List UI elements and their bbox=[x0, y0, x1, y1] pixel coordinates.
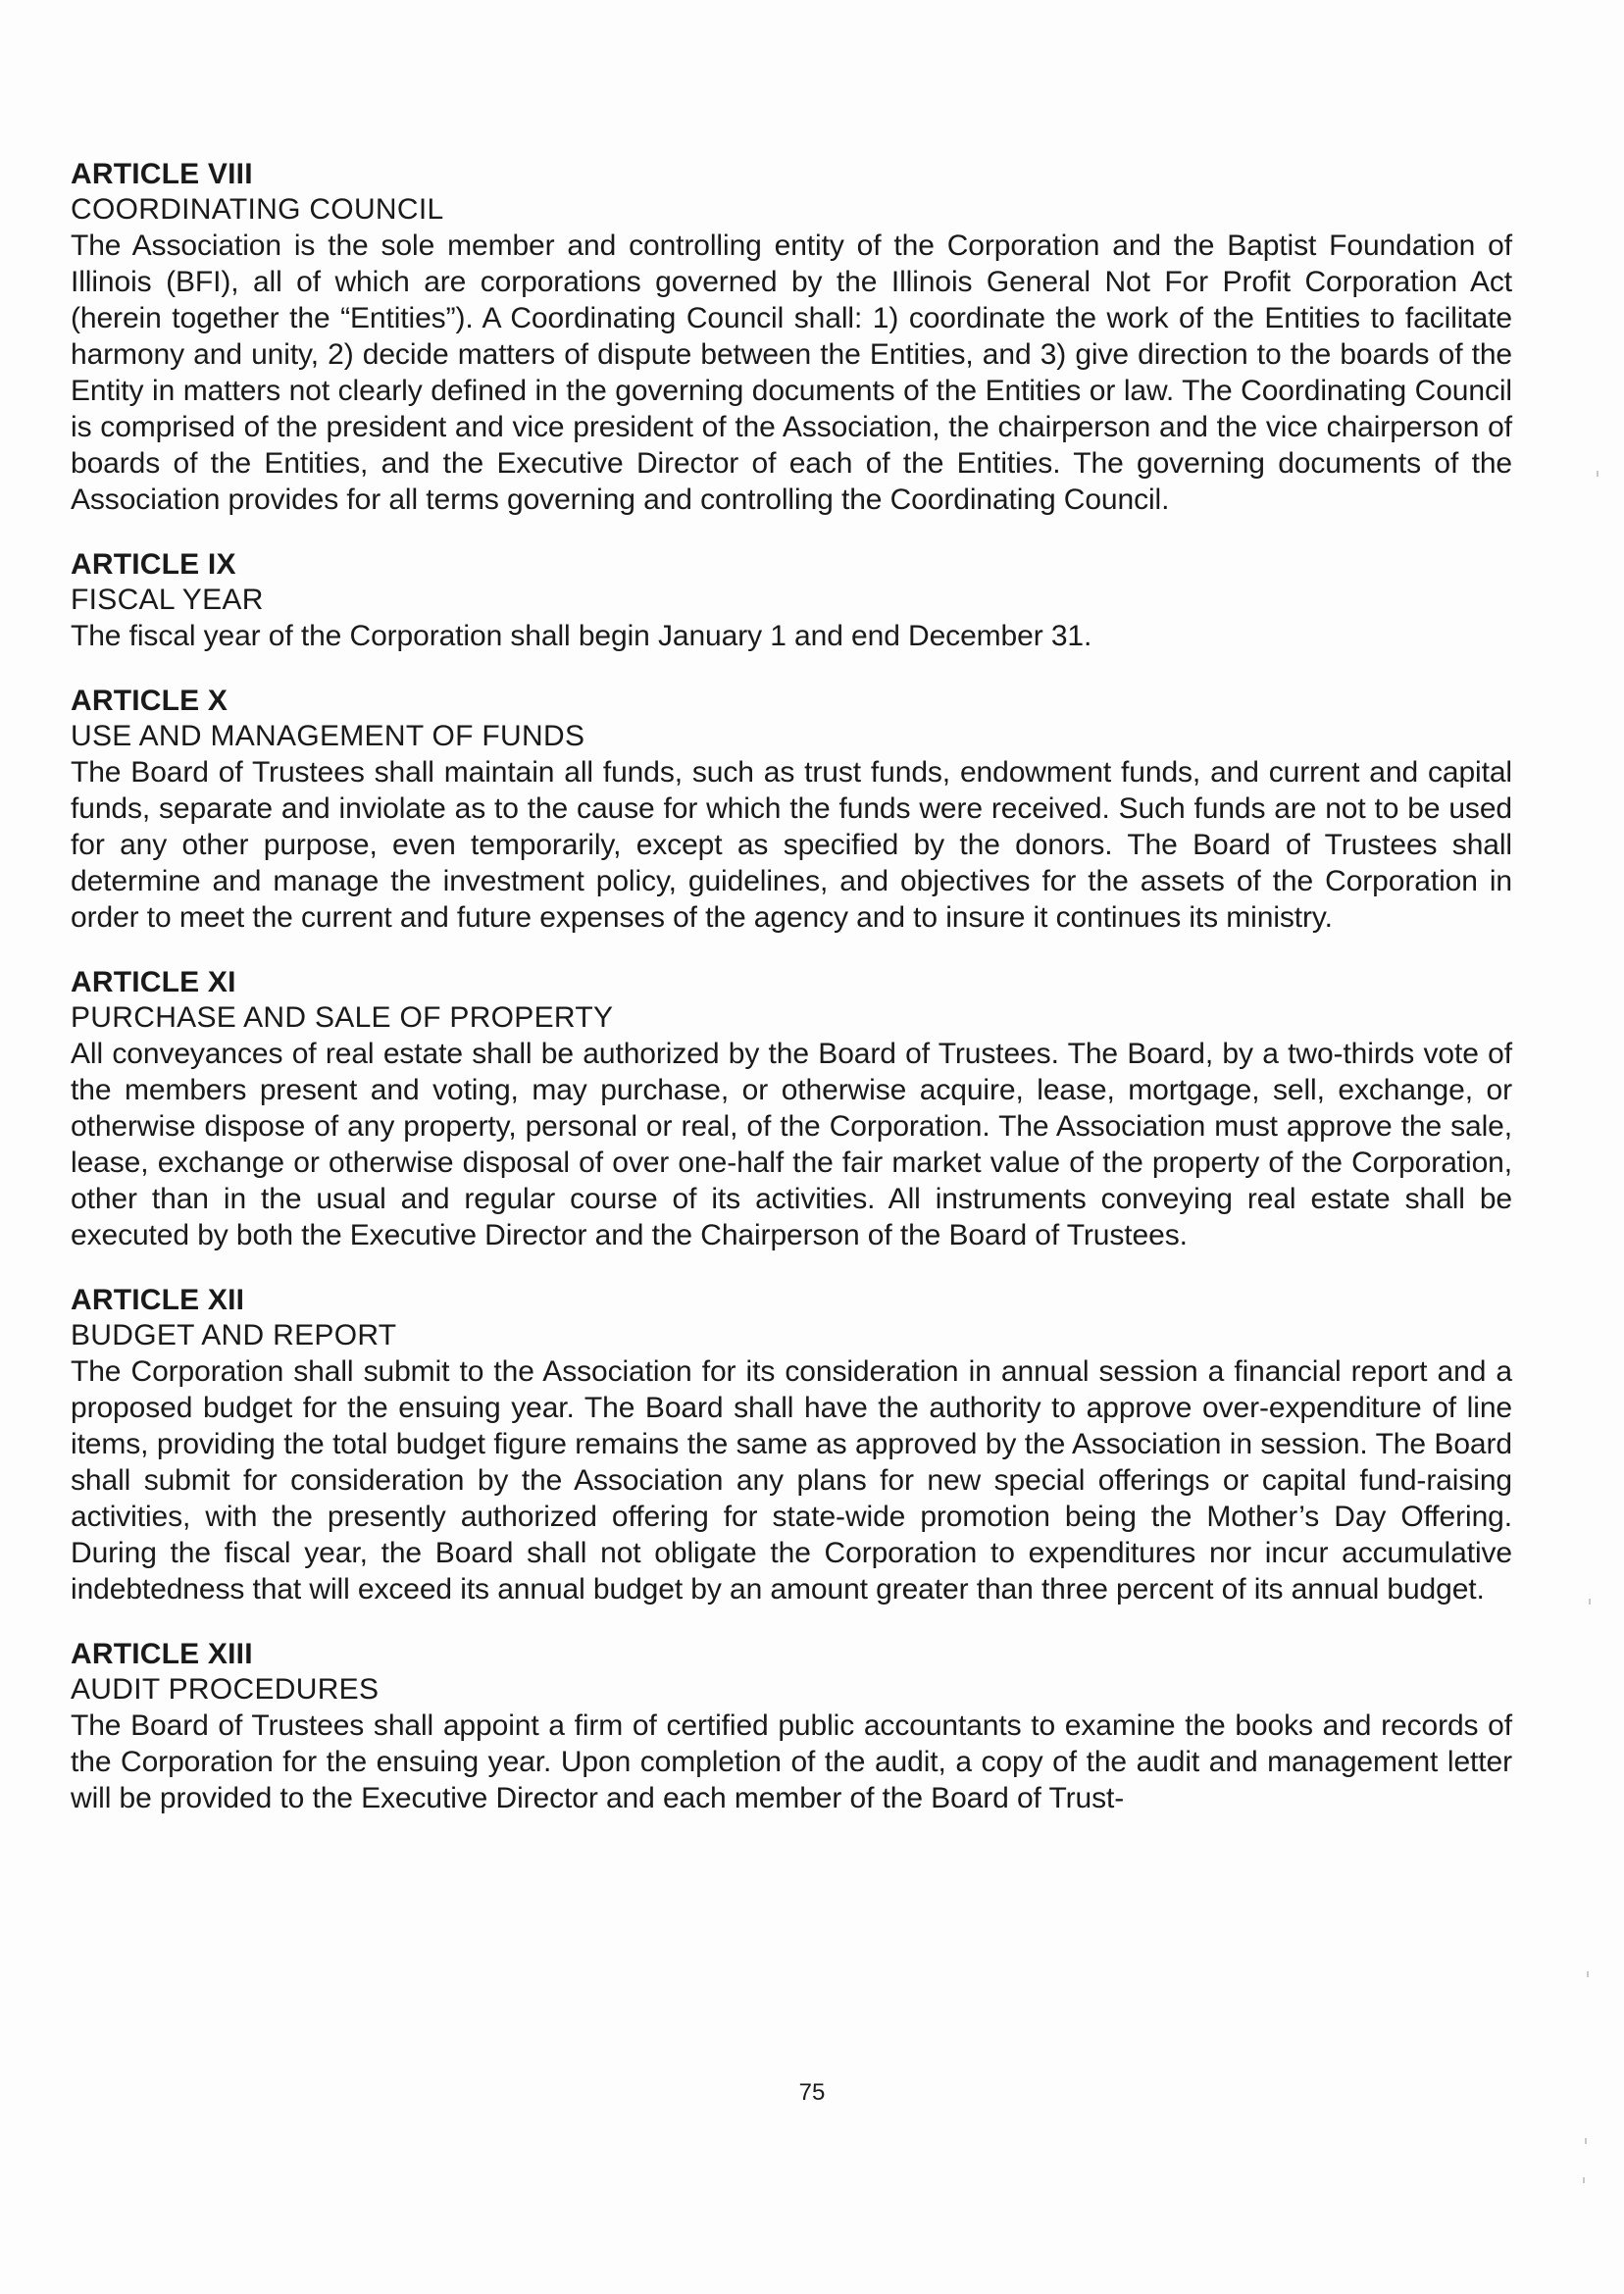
article-title: AUDIT PROCEDURES bbox=[71, 1673, 380, 1706]
article-number: ARTICLE VIII bbox=[71, 158, 253, 190]
article-body: All conveyances of real estate shall be authorized by the Board of Trustees. The Board, by a two-thirds vote of the members present and voting, may purchase, or otherwise acquire, lease, mortgage, sell, exchange, or otherwise dispose of any property, personal or real, of the Corporation. The Association must approve the sale, lease, exchange or otherwise disposal of over one-half the fair market value of the property of the Corporation, other than in the usual and regular course of its activities. All instruments conveying real estate shall be executed by both the Executive Director and the Chairperson of the Board of Trustees. bbox=[71, 1038, 1512, 1251]
article-ix bbox=[71, 547, 1512, 654]
article-number: ARTICLE IX bbox=[71, 548, 236, 581]
scan-speck bbox=[1597, 471, 1599, 477]
article-title: PURCHASE AND SALE OF PROPERTY bbox=[71, 1001, 614, 1034]
article-number: ARTICLE XIII bbox=[71, 1638, 253, 1670]
article-number: ARTICLE X bbox=[71, 685, 228, 717]
article-body: The Board of Trustees shall appoint a firm of certified public accountants to examine the books and records of the Corporation for the ensuing year. Upon completion of the audit, a copy of the audit and management letter will be provided to the Executive Director and each member of the Board of Trust- bbox=[71, 1709, 1512, 1814]
document-content bbox=[71, 157, 1512, 1846]
article-title: USE AND MANAGEMENT OF FUNDS bbox=[71, 720, 585, 752]
scan-speck bbox=[1583, 2177, 1585, 2183]
scan-speck bbox=[1589, 1599, 1591, 1605]
article-body: The Board of Trustees shall maintain all funds, such as trust funds, endowment funds, and current and capital funds, separate and inviolate as to the cause for which the funds were received. Such funds are not to be used for any other purpose, even temporarily, except as specified by the donors. The Board of Trustees shall determine and manage the investment policy, guidelines, and objectives for the assets of the Corporation in order to meet the current and future expenses of the agency and to insure it continues its ministry. bbox=[71, 756, 1512, 934]
article-viii bbox=[71, 157, 1512, 518]
article-body: The Corporation shall submit to the Association for its consideration in annual session a financial report and a proposed budget for the ensuing year. The Board shall have the authority to approve over-expenditure of line items, providing the total budget figure remains the same as approved by the Association in session. The Board shall submit for consideration by the Association any plans for new special offerings or capital fund-raising activities, with the presently authorized offering for state-wide promotion being the Mother’s Day Offering. During the fiscal year, the Board shall not obligate the Corporation to expenditures nor incur accumulative indebtedness that will exceed its annual budget by an amount greater than three percent of its annual budget. bbox=[71, 1355, 1512, 1606]
page-number: 75 bbox=[798, 2079, 826, 2106]
article-xii bbox=[71, 1283, 1512, 1607]
article-body: The fiscal year of the Corporation shall begin January 1 and end December 31. bbox=[71, 620, 1092, 652]
article-title: COORDINATING COUNCIL bbox=[71, 193, 444, 226]
article-title: FISCAL YEAR bbox=[71, 584, 264, 616]
article-x bbox=[71, 684, 1512, 936]
article-title: BUDGET AND REPORT bbox=[71, 1319, 397, 1351]
scan-speck bbox=[1585, 2138, 1587, 2144]
scan-speck bbox=[1587, 1971, 1589, 1977]
article-number: ARTICLE XI bbox=[71, 966, 236, 998]
article-xi bbox=[71, 965, 1512, 1253]
article-xiii bbox=[71, 1637, 1512, 1816]
article-body: The Association is the sole member and controlling entity of the Corporation and the Baptist Foundation of Illinois (BFI), all of which are corporations governed by the Illinois General Not For Profit Corporation Act (herein together the “Entities”). A Coordinating Council shall: 1) coordinate the work of the Entities to facilitate harmony and unity, 2) decide matters of dispute between the Entities, and 3) give direction to the boards of the Entity in matters not clearly defined in the governing documents of the Entities or law. The Coordinating Council is comprised of the president and vice president of the Association, the chairperson and the vice chairperson of boards of the Entities, and the Executive Director of each of the Entities. The governing documents of the Association provides for all terms governing and controlling the Coordinating Council. bbox=[71, 229, 1512, 516]
article-number: ARTICLE XII bbox=[71, 1284, 245, 1316]
